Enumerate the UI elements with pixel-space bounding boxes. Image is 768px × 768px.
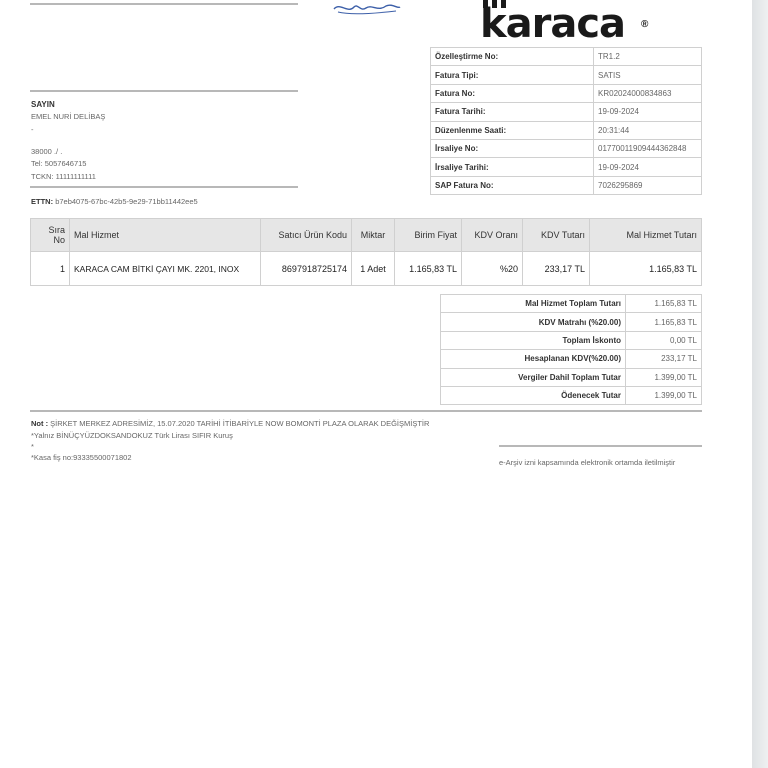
customer-bottom-divider — [30, 186, 298, 188]
totals-row — [441, 331, 702, 349]
info-label: Fatura No: — [431, 84, 594, 102]
col-sira-header: Sıra No — [31, 219, 70, 252]
totals-value: 1.399,00 TL — [626, 368, 702, 386]
info-label: Özelleştirme No: — [431, 48, 594, 66]
notes-label: Not : — [31, 419, 49, 428]
items-header-row — [31, 219, 702, 252]
totals-table — [440, 294, 702, 405]
col-mal-header: Mal Hizmet — [70, 219, 261, 252]
col-miktar-header: Miktar — [352, 219, 395, 252]
info-row — [431, 66, 702, 84]
info-row — [431, 176, 702, 194]
signature-icon — [330, 0, 402, 16]
info-label: Fatura Tarihi: — [431, 103, 594, 121]
totals-label: Toplam İskonto — [441, 331, 626, 349]
notes-line-4: *Kasa fiş no:93335500071802 — [31, 453, 132, 462]
totals-row — [441, 350, 702, 368]
totals-label: Mal Hizmet Toplam Tutarı — [441, 295, 626, 313]
info-value: SATIS — [594, 66, 702, 84]
info-value: 20:31:44 — [594, 121, 702, 139]
notes-divider — [30, 410, 702, 412]
info-value: 19-09-2024 — [594, 103, 702, 121]
cell-kdv-tutari: 233,17 TL — [523, 252, 590, 286]
totals-value: 0,00 TL — [626, 331, 702, 349]
info-value: TR1.2 — [594, 48, 702, 66]
customer-tckn: TCKN: 11111111111 — [31, 172, 96, 181]
totals-value: 1.399,00 TL — [626, 386, 702, 404]
notes-line-3: * — [31, 442, 34, 451]
totals-row — [441, 295, 702, 313]
cell-sira: 1 — [31, 252, 70, 286]
customer-name: EMEL NURİ DELİBAŞ — [31, 112, 106, 121]
totals-value: 233,17 TL — [626, 350, 702, 368]
totals-row — [441, 386, 702, 404]
info-row — [431, 121, 702, 139]
totals-row — [441, 313, 702, 331]
cell-miktar: 1 Adet — [352, 252, 395, 286]
info-value: 7026295869 — [594, 176, 702, 194]
notes-line-1 — [31, 419, 429, 428]
notes-line-2: *Yalnız BİNÜÇYÜZDOKSANDOKUZ Türk Lirası SIFIR Kuruş — [31, 431, 233, 440]
info-value: 19-09-2024 — [594, 158, 702, 176]
info-row — [431, 48, 702, 66]
customer-top-divider — [30, 90, 298, 92]
info-value: 01770011909444362848 — [594, 139, 702, 157]
col-kdv-orani-header: KDV Oranı — [462, 219, 523, 252]
cell-kdv-orani: %20 — [462, 252, 523, 286]
totals-label: Ödenecek Tutar — [441, 386, 626, 404]
customer-phone: Tel: 5057646715 — [31, 159, 87, 168]
notes-text: ŞİRKET MERKEZ ADRESİMİZ, 15.07.2020 TARİHİ İTİBARİYLE NOW BOMONTİ PLAZA OLARAK DEĞİŞMİŞTİR — [50, 419, 430, 428]
top-divider — [30, 3, 298, 5]
totals-value: 1.165,83 TL — [626, 313, 702, 331]
info-row — [431, 139, 702, 157]
ettn-value: b7eb4075-67bc-42b5-9e29-71bb11442ee5 — [55, 197, 198, 206]
customer-address: - — [31, 125, 34, 134]
karaca-logo: karaca — [480, 1, 626, 47]
info-label: İrsaliye Tarihi: — [431, 158, 594, 176]
info-label: Düzenlenme Saati: — [431, 121, 594, 139]
table-row — [31, 252, 702, 286]
info-label: İrsaliye No: — [431, 139, 594, 157]
totals-label: KDV Matrahı (%20.00) — [441, 313, 626, 331]
info-label: Fatura Tipi: — [431, 66, 594, 84]
logo-registered-mark: ® — [641, 19, 649, 30]
customer-city: 38000 ./ . — [31, 147, 63, 156]
totals-row — [441, 368, 702, 386]
info-row — [431, 103, 702, 121]
col-kdv-tutari-header: KDV Tutarı — [523, 219, 590, 252]
info-row — [431, 84, 702, 102]
col-tutar-header: Mal Hizmet Tutarı — [590, 219, 702, 252]
page-edge — [752, 0, 768, 768]
ettn-line — [31, 197, 198, 206]
customer-salutation: SAYIN — [31, 100, 55, 109]
cell-birim: 1.165,83 TL — [395, 252, 462, 286]
info-value: KR02024000834863 — [594, 84, 702, 102]
totals-value: 1.165,83 TL — [626, 295, 702, 313]
totals-label: Hesaplanan KDV(%20.00) — [441, 350, 626, 368]
col-kod-header: Satıcı Ürün Kodu — [261, 219, 352, 252]
totals-label: Vergiler Dahil Toplam Tutar — [441, 368, 626, 386]
cell-kod: 8697918725174 — [261, 252, 352, 286]
info-label: SAP Fatura No: — [431, 176, 594, 194]
earsiv-divider — [499, 445, 702, 447]
earsiv-note: e-Arşiv izni kapsamında elektronik ortamda iletilmiştir — [499, 458, 676, 467]
items-table — [30, 218, 702, 286]
info-row — [431, 158, 702, 176]
ettn-label: ETTN: — [31, 197, 54, 206]
cell-tutar: 1.165,83 TL — [590, 252, 702, 286]
col-birim-header: Birim Fiyat — [395, 219, 462, 252]
invoice-info-table — [430, 47, 702, 195]
cell-mal: KARACA CAM BİTKİ ÇAYI MK. 2201, INOX — [70, 252, 261, 286]
